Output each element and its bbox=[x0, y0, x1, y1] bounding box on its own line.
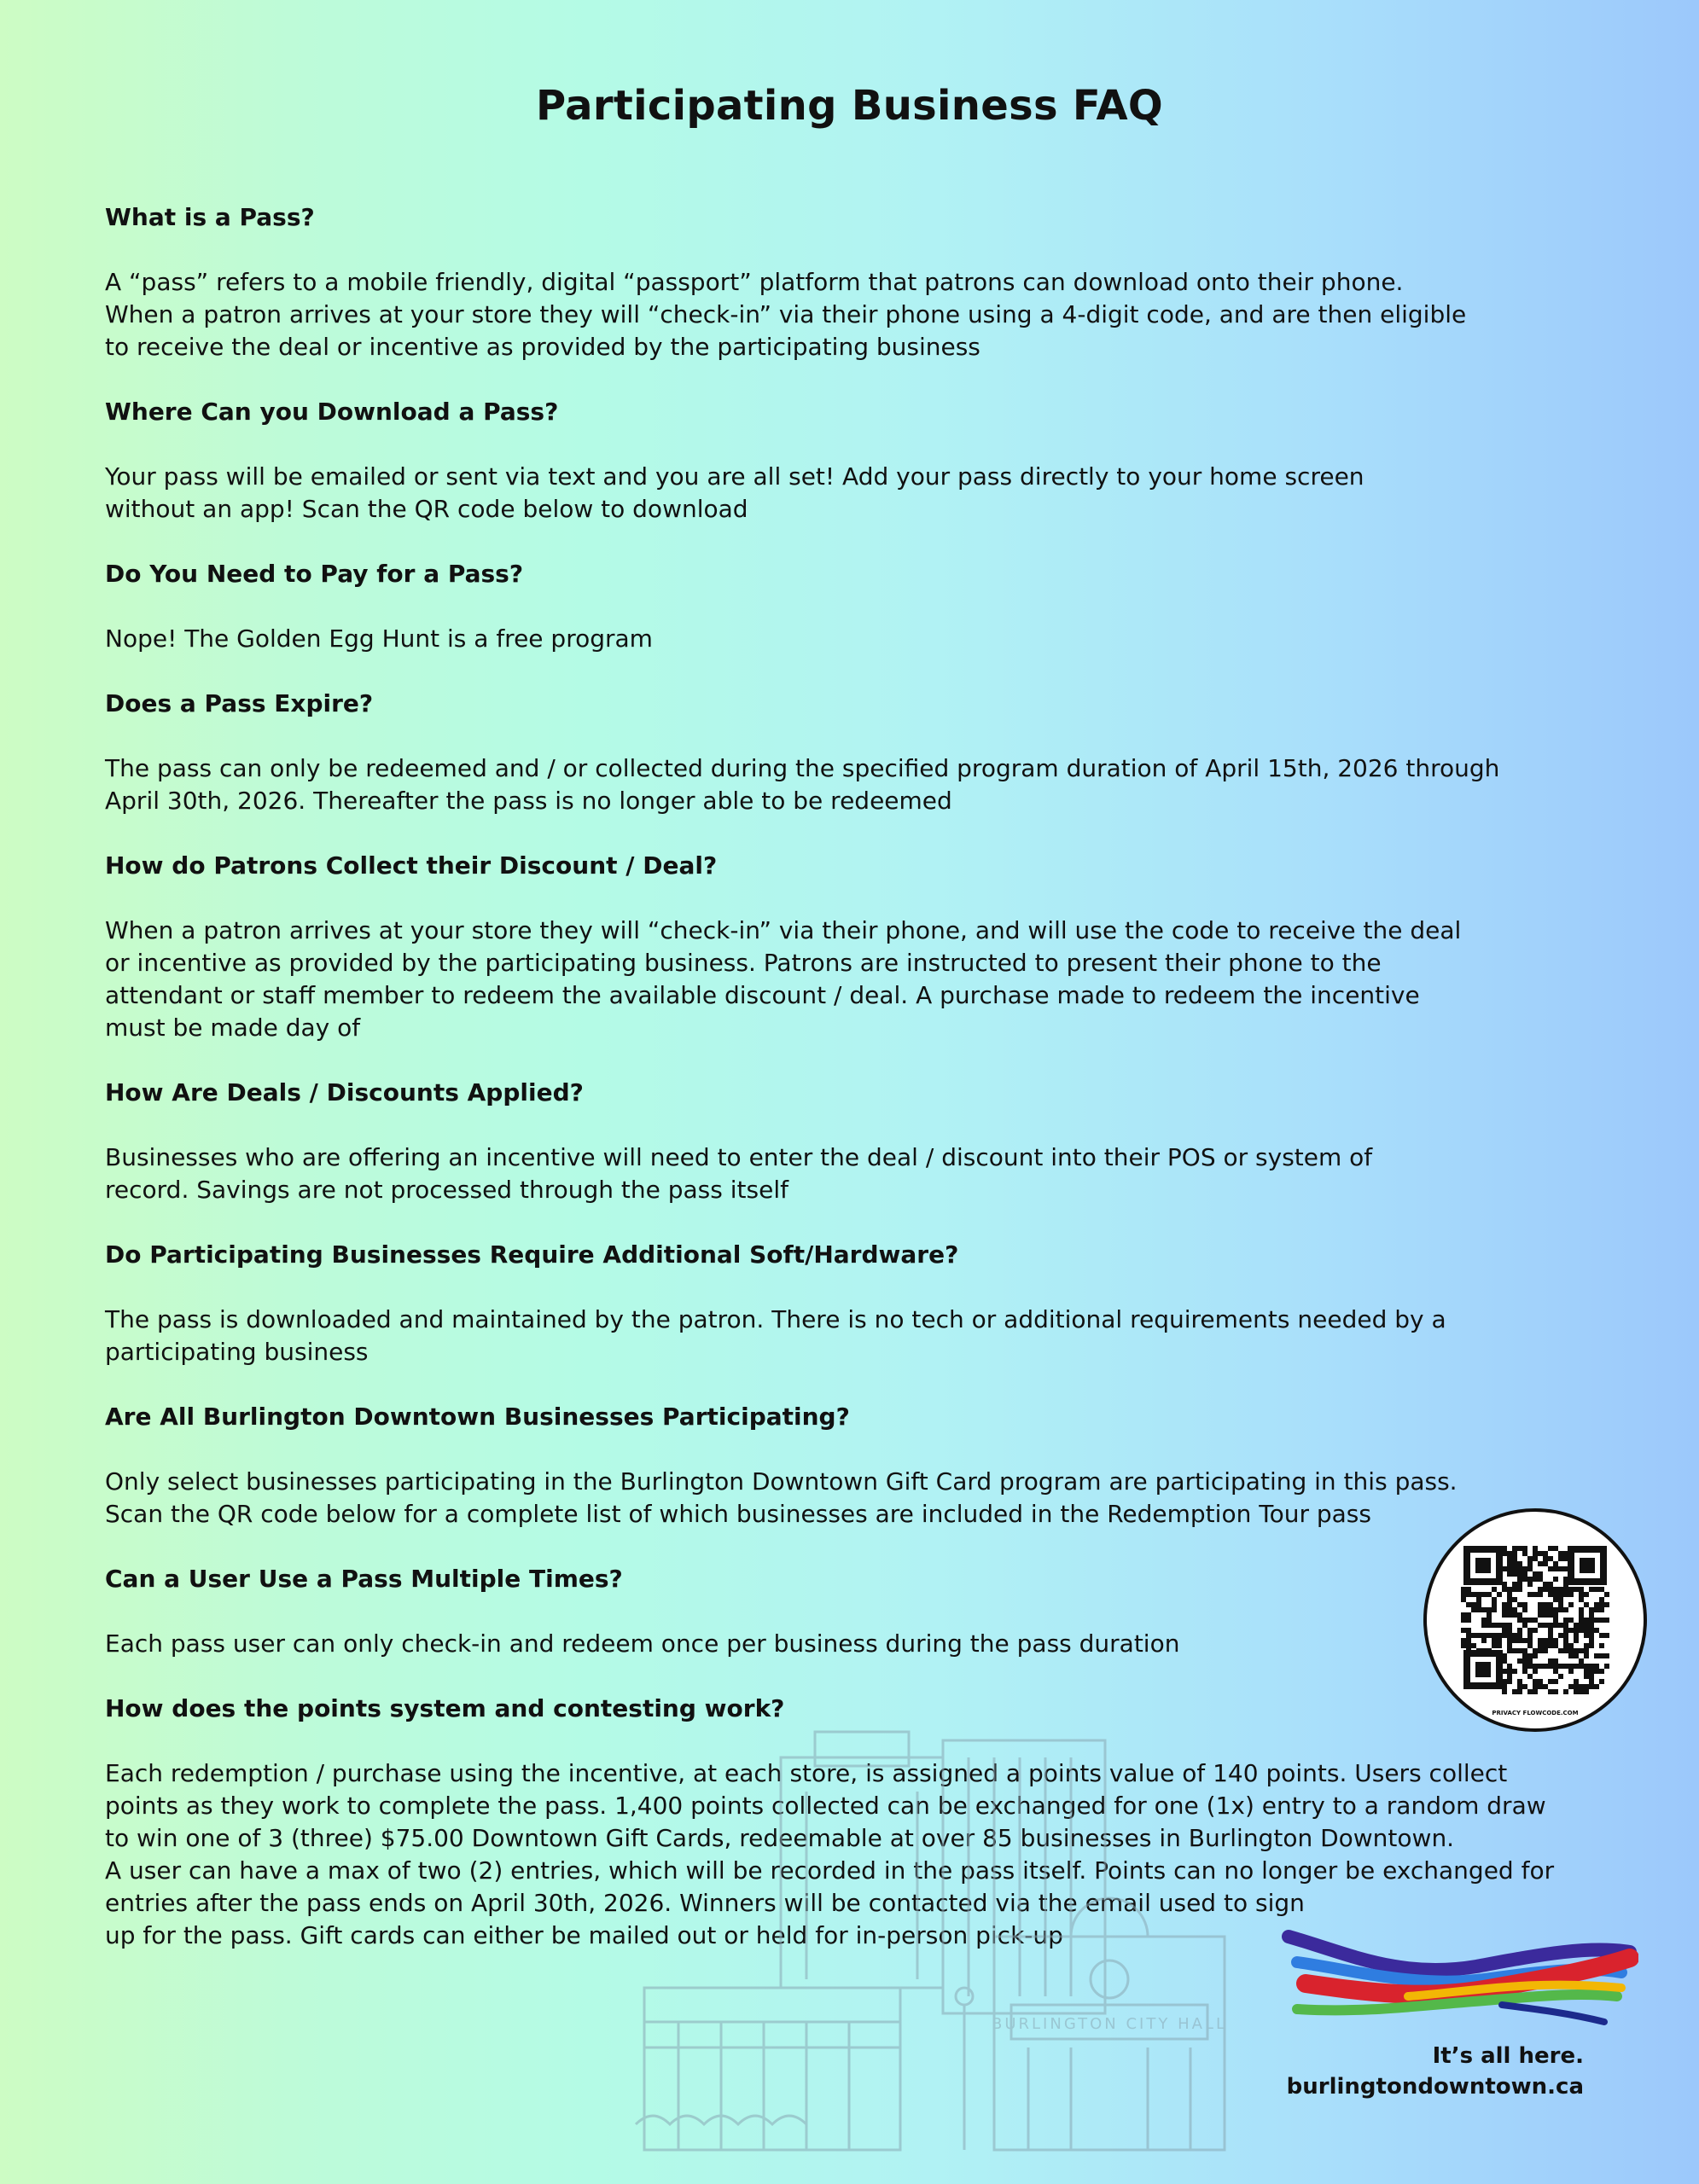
faq-answer-line: Each pass user can only check-in and redeem once per business during the pass duration bbox=[105, 1629, 1180, 1658]
faq-item bbox=[105, 1239, 1607, 1368]
faq-answer-line: up for the pass. Gift cards can either be mailed out or held for in-person pick-up bbox=[105, 1921, 1063, 1949]
faq-answer-line: record. Savings are not processed through the pass itself bbox=[105, 1176, 788, 1204]
faq-answer-line: must be made day of bbox=[105, 1014, 361, 1042]
qr-code-icon[interactable] bbox=[1423, 1508, 1647, 1732]
faq-question: Where Can you Download a Pass? bbox=[105, 398, 559, 426]
faq-answer-line: or incentive as provided by the participating business. Patrons are instructed to present their phone to the bbox=[105, 949, 1382, 977]
faq-question: Does a Pass Expire? bbox=[105, 689, 374, 717]
faq-question: Do Participating Businesses Require Additional Soft/Hardware? bbox=[105, 1240, 959, 1269]
faq-answer-line: April 30th, 2026. Thereafter the pass is no longer able to be redeemed bbox=[105, 787, 952, 815]
faq-answer-line: without an app! Scan the QR code below to download bbox=[105, 495, 748, 523]
faq-answer-line: Scan the QR code below for a complete list of which businesses are included in the Redemption Tour pass bbox=[105, 1500, 1371, 1528]
faq-item bbox=[105, 850, 1607, 1044]
faq-answer-line: attendant or staff member to redeem the available discount / deal. A purchase made to redeem the incentive bbox=[105, 981, 1420, 1009]
city-hall-sign: BURLINGTON CITY HALL bbox=[992, 2015, 1227, 2033]
faq-item bbox=[105, 396, 1607, 526]
faq-answer-line: A “pass” refers to a mobile friendly, digital “passport” platform that patrons can download onto their phone. bbox=[105, 268, 1404, 296]
footer-tagline bbox=[1287, 2041, 1584, 2102]
faq-answer-line: Businesses who are offering an incentive will need to enter the deal / discount into their POS or system of bbox=[105, 1143, 1373, 1171]
faq-answer-line: A user can have a max of two (2) entries, which will be recorded in the pass itself. Points can no longer be exchanged for bbox=[105, 1856, 1555, 1885]
faq-item bbox=[105, 1077, 1607, 1206]
faq-answer bbox=[105, 461, 1607, 526]
page-title: Participating Business FAQ bbox=[535, 82, 1164, 130]
faq-question: Do You Need to Pay for a Pass? bbox=[105, 560, 524, 588]
faq-answer bbox=[105, 266, 1607, 363]
faq-question: How does the points system and contesting work? bbox=[105, 1694, 785, 1722]
faq-answer-line: participating business bbox=[105, 1338, 369, 1366]
faq-answer bbox=[105, 915, 1607, 1044]
faq-answer bbox=[105, 1141, 1607, 1206]
faq-answer-line: Only select businesses participating in the Burlington Downtown Gift Card program are participating in this pass. bbox=[105, 1467, 1458, 1496]
faq-answer-line: Each redemption / purchase using the incentive, at each store, is assigned a points value of 140 points. Users collect bbox=[105, 1759, 1508, 1787]
faq-answer-line: Nope! The Golden Egg Hunt is a free program bbox=[105, 624, 653, 653]
faq-answer-line: entries after the pass ends on April 30th, 2026. Winners will be contacted via the email used to sign bbox=[105, 1889, 1305, 1917]
faq-question: What is a Pass? bbox=[105, 203, 315, 231]
faq-answer-line: When a patron arrives at your store they will “check-in” via their phone using a 4-digit code, and are then eligible bbox=[105, 300, 1467, 328]
faq-question: How do Patrons Collect their Discount / Deal? bbox=[105, 851, 718, 880]
faq-item bbox=[105, 1563, 1607, 1660]
faq-answer-line: points as they work to complete the pass. 1,400 points collected can be exchanged for one (1x) entry to a random draw bbox=[105, 1792, 1546, 1820]
faq-answer-line: The pass can only be redeemed and / or collected during the specified program duration of April 15th, 2026 through bbox=[105, 754, 1500, 782]
city-hall-illustration bbox=[627, 1723, 1259, 2167]
brush-stroke-logo bbox=[1280, 1920, 1638, 2039]
faq-answer-line: The pass is downloaded and maintained by the patron. There is no tech or additional requirements needed by a bbox=[105, 1305, 1446, 1333]
faq-item bbox=[105, 558, 1607, 655]
tagline-text: It’s all here. bbox=[1432, 2043, 1584, 2069]
faq-list bbox=[105, 201, 1607, 1984]
faq-question: How Are Deals / Discounts Applied? bbox=[105, 1078, 584, 1107]
faq-item bbox=[105, 201, 1607, 363]
qr-caption: PRIVACY FLOWCODE.COM bbox=[1492, 1710, 1579, 1716]
faq-answer-line: to win one of 3 (three) $75.00 Downtown Gift Cards, redeemable at over 85 businesses in Burlington Downtown. bbox=[105, 1824, 1455, 1852]
faq-item bbox=[105, 1401, 1607, 1531]
faq-answer bbox=[105, 1628, 1607, 1660]
faq-item bbox=[105, 688, 1607, 817]
faq-answer bbox=[105, 1466, 1607, 1531]
faq-answer bbox=[105, 1304, 1607, 1368]
faq-answer bbox=[105, 623, 1607, 655]
faq-answer-line: When a patron arrives at your store they will “check-in” via their phone, and will use the code to receive the deal bbox=[105, 916, 1462, 944]
faq-answer-line: Your pass will be emailed or sent via text and you are all set! Add your pass directly to your home screen bbox=[105, 462, 1364, 491]
faq-answer bbox=[105, 752, 1607, 817]
website-link[interactable]: burlingtondowntown.ca bbox=[1286, 2074, 1584, 2100]
faq-answer-line: to receive the deal or incentive as provided by the participating business bbox=[105, 333, 980, 361]
faq-question: Are All Burlington Downtown Businesses Participating? bbox=[105, 1403, 850, 1431]
faq-question: Can a User Use a Pass Multiple Times? bbox=[105, 1565, 623, 1593]
